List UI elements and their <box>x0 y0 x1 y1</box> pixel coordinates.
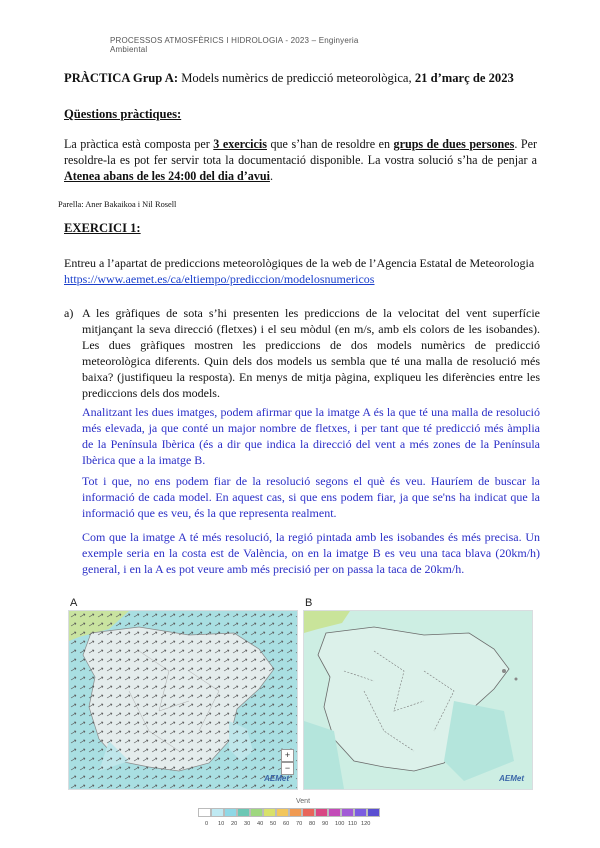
question-a <box>64 305 540 401</box>
questions-heading: Qüestions pràctiques: <box>64 107 182 121</box>
legend-swatch <box>211 808 224 817</box>
aemet-logo-b: AEMet <box>499 774 524 783</box>
intro-paragraph <box>64 136 537 184</box>
legend-swatch <box>198 808 211 817</box>
legend-tick: 30 <box>244 821 251 827</box>
legend-swatch <box>367 808 380 817</box>
intro-bold-1: 3 exercicis <box>213 137 267 151</box>
exercise-heading: EXERCICI 1: <box>64 221 141 235</box>
legend-tick: 50 <box>270 821 277 827</box>
entrance-paragraph <box>64 255 542 287</box>
legend-tick: 70 <box>296 821 303 827</box>
legend-swatch <box>328 808 341 817</box>
map-b <box>303 610 533 790</box>
legend-tick: 110 <box>348 821 357 827</box>
intro-bold-2: grups de dues persones <box>393 137 515 151</box>
document-header <box>110 36 470 54</box>
legend-tick: 20 <box>231 821 238 827</box>
zoom-out-button[interactable]: − <box>281 762 294 775</box>
intro-bold-3: Atenea abans de les 24:00 del dia d’avui <box>64 169 270 183</box>
entrance-text: Entreu a l’apartat de prediccions meteorològiques de la web de l’Agencia Estatal de Meteorologia <box>64 256 535 270</box>
legend-tick: 40 <box>257 821 264 827</box>
legend-swatch <box>354 808 367 817</box>
header-line-1: PROCESSOS ATMOSFÈRICS I HIDROLOGIA - 2023 – Enginyeria <box>110 36 359 45</box>
legend-swatch <box>341 808 354 817</box>
title-middle: Models numèrics de predicció meteorològica, <box>178 71 415 85</box>
legend-tick: 100 <box>335 821 345 827</box>
answer-paragraph-2: Tot i que, no ens podem fiar de la resolució segons el què és veu. Hauríem de buscar la informació de cada model. En aquest cas, si que ens podem fiar, ja que se'ns ha indicat que la informació que es veu, és la que representa realment. <box>82 474 540 520</box>
legend-swatch <box>276 808 289 817</box>
map-b-graphic <box>304 611 532 789</box>
map-a <box>68 610 298 790</box>
legend-swatch <box>224 808 237 817</box>
map-a-label: A <box>70 597 78 609</box>
answer-paragraph-1: Analitzant les dues imatges, podem afirmar que la imatge A és la que té una malla de resolució més elevada, ja que conté un major nombre de fletxes, i per tant que té predicció més àmplia de la Península Ibèrica (és a dir que indica la direcció del vent a més zones de la Península Ibèrica que a la imatge B. <box>82 405 540 467</box>
legend-tick: 90 <box>322 821 329 827</box>
map-b-label: B <box>305 597 313 609</box>
question-a-text: A les gràfiques de sota s’hi presenten les prediccions de la velocitat del vent superfície mitjançant la seva direcció (fletxes) i el seu mòdul (en m/s, amb els colors de les isobandes). Les dues gràfiques mostren les prediccions de dos models numèrics de predicció meteorològica diferents. Quin dels dos models us sembla que té una malla de resolució més baixa? (justifiqueu la resposta). En menys de mitja pàgina, expliqueu les diferències entre les prediccions dels dos models. <box>82 306 540 400</box>
legend-title: Vent <box>296 798 311 805</box>
intro-text-2: que s’han de resoldre en <box>266 137 394 151</box>
title-prefix: PRÀCTICA Grup A: <box>64 71 179 85</box>
legend-swatch <box>250 808 263 817</box>
intro-text-4: . <box>269 169 273 183</box>
map-a-graphic <box>69 611 297 789</box>
legend-swatch <box>302 808 315 817</box>
aemet-link[interactable]: https://www.aemet.es/ca/eltiempo/prediccion/modelosnumericos <box>64 272 375 286</box>
aemet-logo-a: AEMet <box>264 774 289 783</box>
intro-text-1: La pràctica està composta per <box>64 137 214 151</box>
legend-swatch <box>289 808 302 817</box>
title-date: 21 d’març de 2023 <box>414 71 514 85</box>
legend-color-scale <box>198 808 380 817</box>
legend-tick: 0 <box>205 821 209 827</box>
intro-text-3: . Per resoldre-la es pot fer servir tota la documentació disponible. La vostra solució s’ha de penjar a <box>64 137 538 167</box>
legend-swatch <box>315 808 328 817</box>
pair-names: Parella: Aner Bakaikoa i Nil Rosell <box>58 200 177 209</box>
legend-tick: 60 <box>283 821 290 827</box>
zoom-in-button[interactable]: + <box>281 749 294 762</box>
legend-tick: 10 <box>218 821 225 827</box>
page-title <box>64 71 514 86</box>
answer-paragraph-3: Com que la imatge A té més resolució, la regió pintada amb les isobandes és més precisa. Un exemple seria en la costa est de València, on en la imatge B es veu una taca blava (20km/h) general, i en la A es pot veure amb més precisió per on passa la taca de 20km/h. <box>82 530 540 576</box>
legend-swatch <box>263 808 276 817</box>
legend-swatch <box>237 808 250 817</box>
legend-tick: 80 <box>309 821 316 827</box>
header-line-2: Ambiental <box>110 45 148 54</box>
question-a-label: a) <box>64 306 74 320</box>
legend-tick: 120 <box>361 821 371 827</box>
